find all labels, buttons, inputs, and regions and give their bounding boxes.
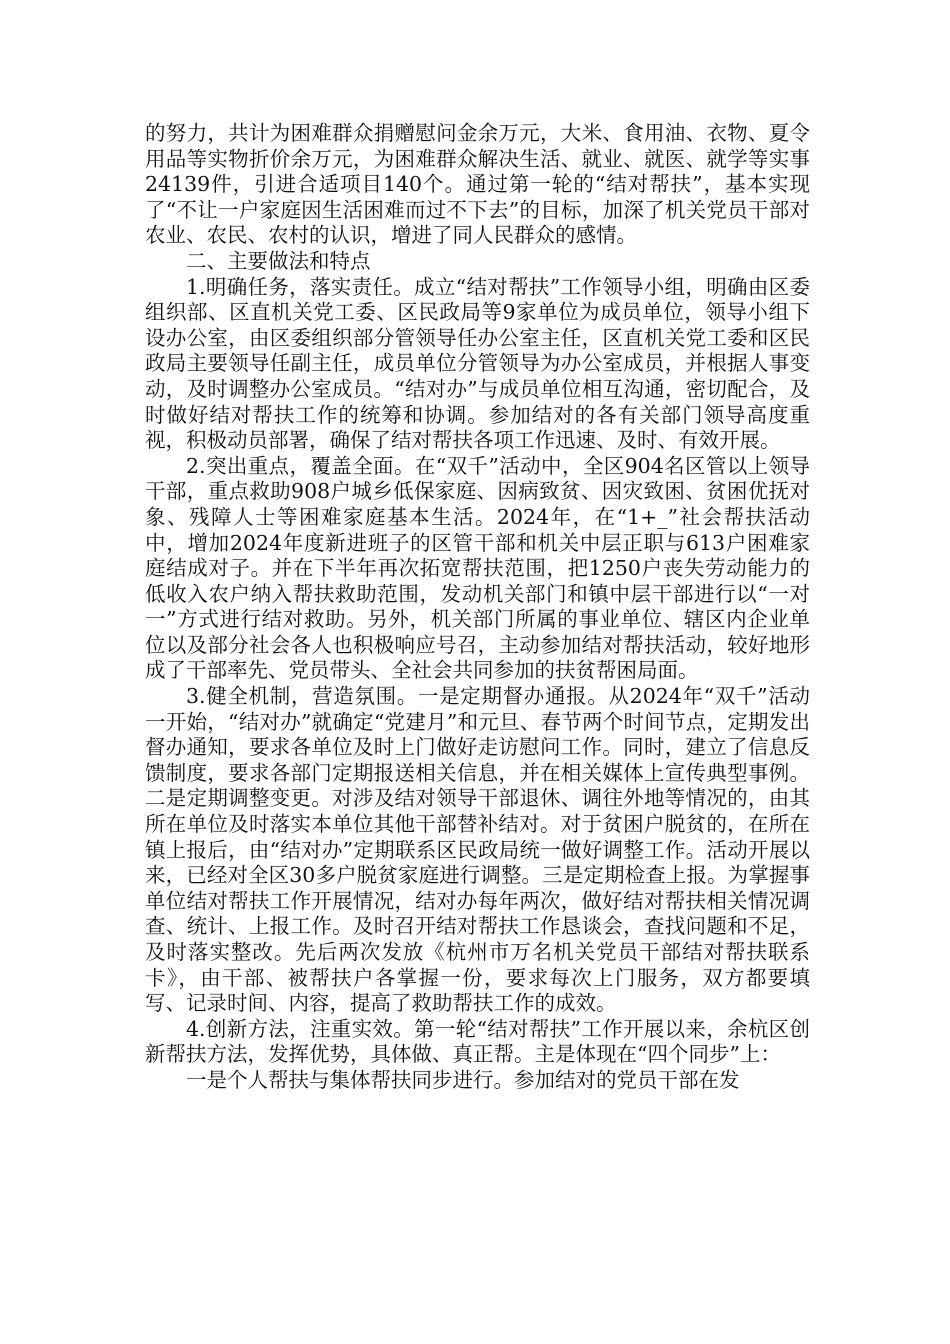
paragraph-continuation: 的努力，共计为困难群众捐赠慰问金余万元，大米、食用油、衣物、夏令用品等实物折价余万元，为困难群众解决生活、就业、就医、就学等实事24139件，引进合适项目140个。通过第一轮的“结对帮扶”，基本实现了“不让一户家庭因生活困难而过不下去”的目标，加深了机关党员干部对农业、农民、农村的认识，增进了同人民群众的感情。 — [145, 121, 810, 248]
paragraph-item-1: 1.明确任务，落实责任。成立“结对帮扶”工作领导小组，明确由区委组织部、区直机关党工委、区民政局等9家单位为成员单位，领导小组下设办公室，由区委组织部分管领导任办公室主任，区直机关党工委和区民政局主要领导任副主任，成员单位分管领导为办公室成员，并根据人事变动，及时调整办公室成员。“结对办”与成员单位相互沟通，密切配合，及时做好结对帮扶工作的统筹和协调。参加结对的各有关部门领导高度重视，积极动员部署，确保了结对帮扶各项工作迅速、及时、有效开展。 — [145, 274, 810, 453]
paragraph-item-4: 4.创新方法，注重实效。第一轮“结对帮扶”工作开展以来，余杭区创新帮扶方法，发挥优势，具体做、真正帮。主是体现在“四个同步”上： — [145, 1016, 810, 1067]
paragraph-sub-item: 一是个人帮扶与集体帮扶同步进行。参加结对的党员干部在发 — [186, 1067, 740, 1092]
paragraph-item-2: 2.突出重点，覆盖全面。在“双千”活动中，全区904名区管以上领导干部，重点救助908户城乡低保家庭、因病致贫、因灾致困、贫困优抚对象、残障人士等困难家庭基本生活。2024年，在“1+_”社会帮扶活动中，增加2024年度新进班子的区管干部和机关中层正职与613户困难家庭结成对子。并在下半年再次拓宽帮扶范围，把1250户丧失劳动能力的低收入农户纳入帮扶救助范围，发动机关部门和镇中层干部进行以“一对一”方式进行结对救助。另外，机关部门所属的事业单位、辖区内企业单位以及部分社会各人也积极响应号召，主动参加结对帮扶活动，较好地形成了干部率先、党员带头、全社会共同参加的扶贫帮困局面。 — [145, 453, 810, 683]
paragraph-item-3: 3.健全机制，营造氛围。一是定期督办通报。从2024年“双千”活动一开始，“结对办”就确定“党建月”和元旦、春节两个时间节点，定期发出督办通知，要求各单位及时上门做好走访慰问工作。同时，建立了信息反馈制度，要求各部门定期报送相关信息，并在相关媒体上宣传典型事例。二是定期调整变更。对涉及结对领导干部退休、调往外地等情况的，由其所在单位及时落实本单位其他干部替补结对。对于贫困户脱贫的，在所在镇上报后，由“结对办”定期联系区民政局统一做好调整工作。活动开展以来，已经对全区30多户脱贫家庭进行调整。三是定期检查上报。为掌握事单位结对帮扶工作开展情况，结对办每年两次，做好结对帮扶相关情况调查、统计、上报工作。及时召开结对帮扶工作恳谈会，查找问题和不足，及时落实整改。先后两次发放《杭州市万名机关党员干部结对帮扶联系卡》，由干部、被帮扶户各掌握一份，要求每次上门服务，双方都要填写、记录时间、内容，提高了救助帮扶工作的成效。 — [145, 684, 810, 1016]
document-page — [145, 121, 810, 1094]
section-heading: 二、主要做法和特点 — [186, 248, 371, 273]
